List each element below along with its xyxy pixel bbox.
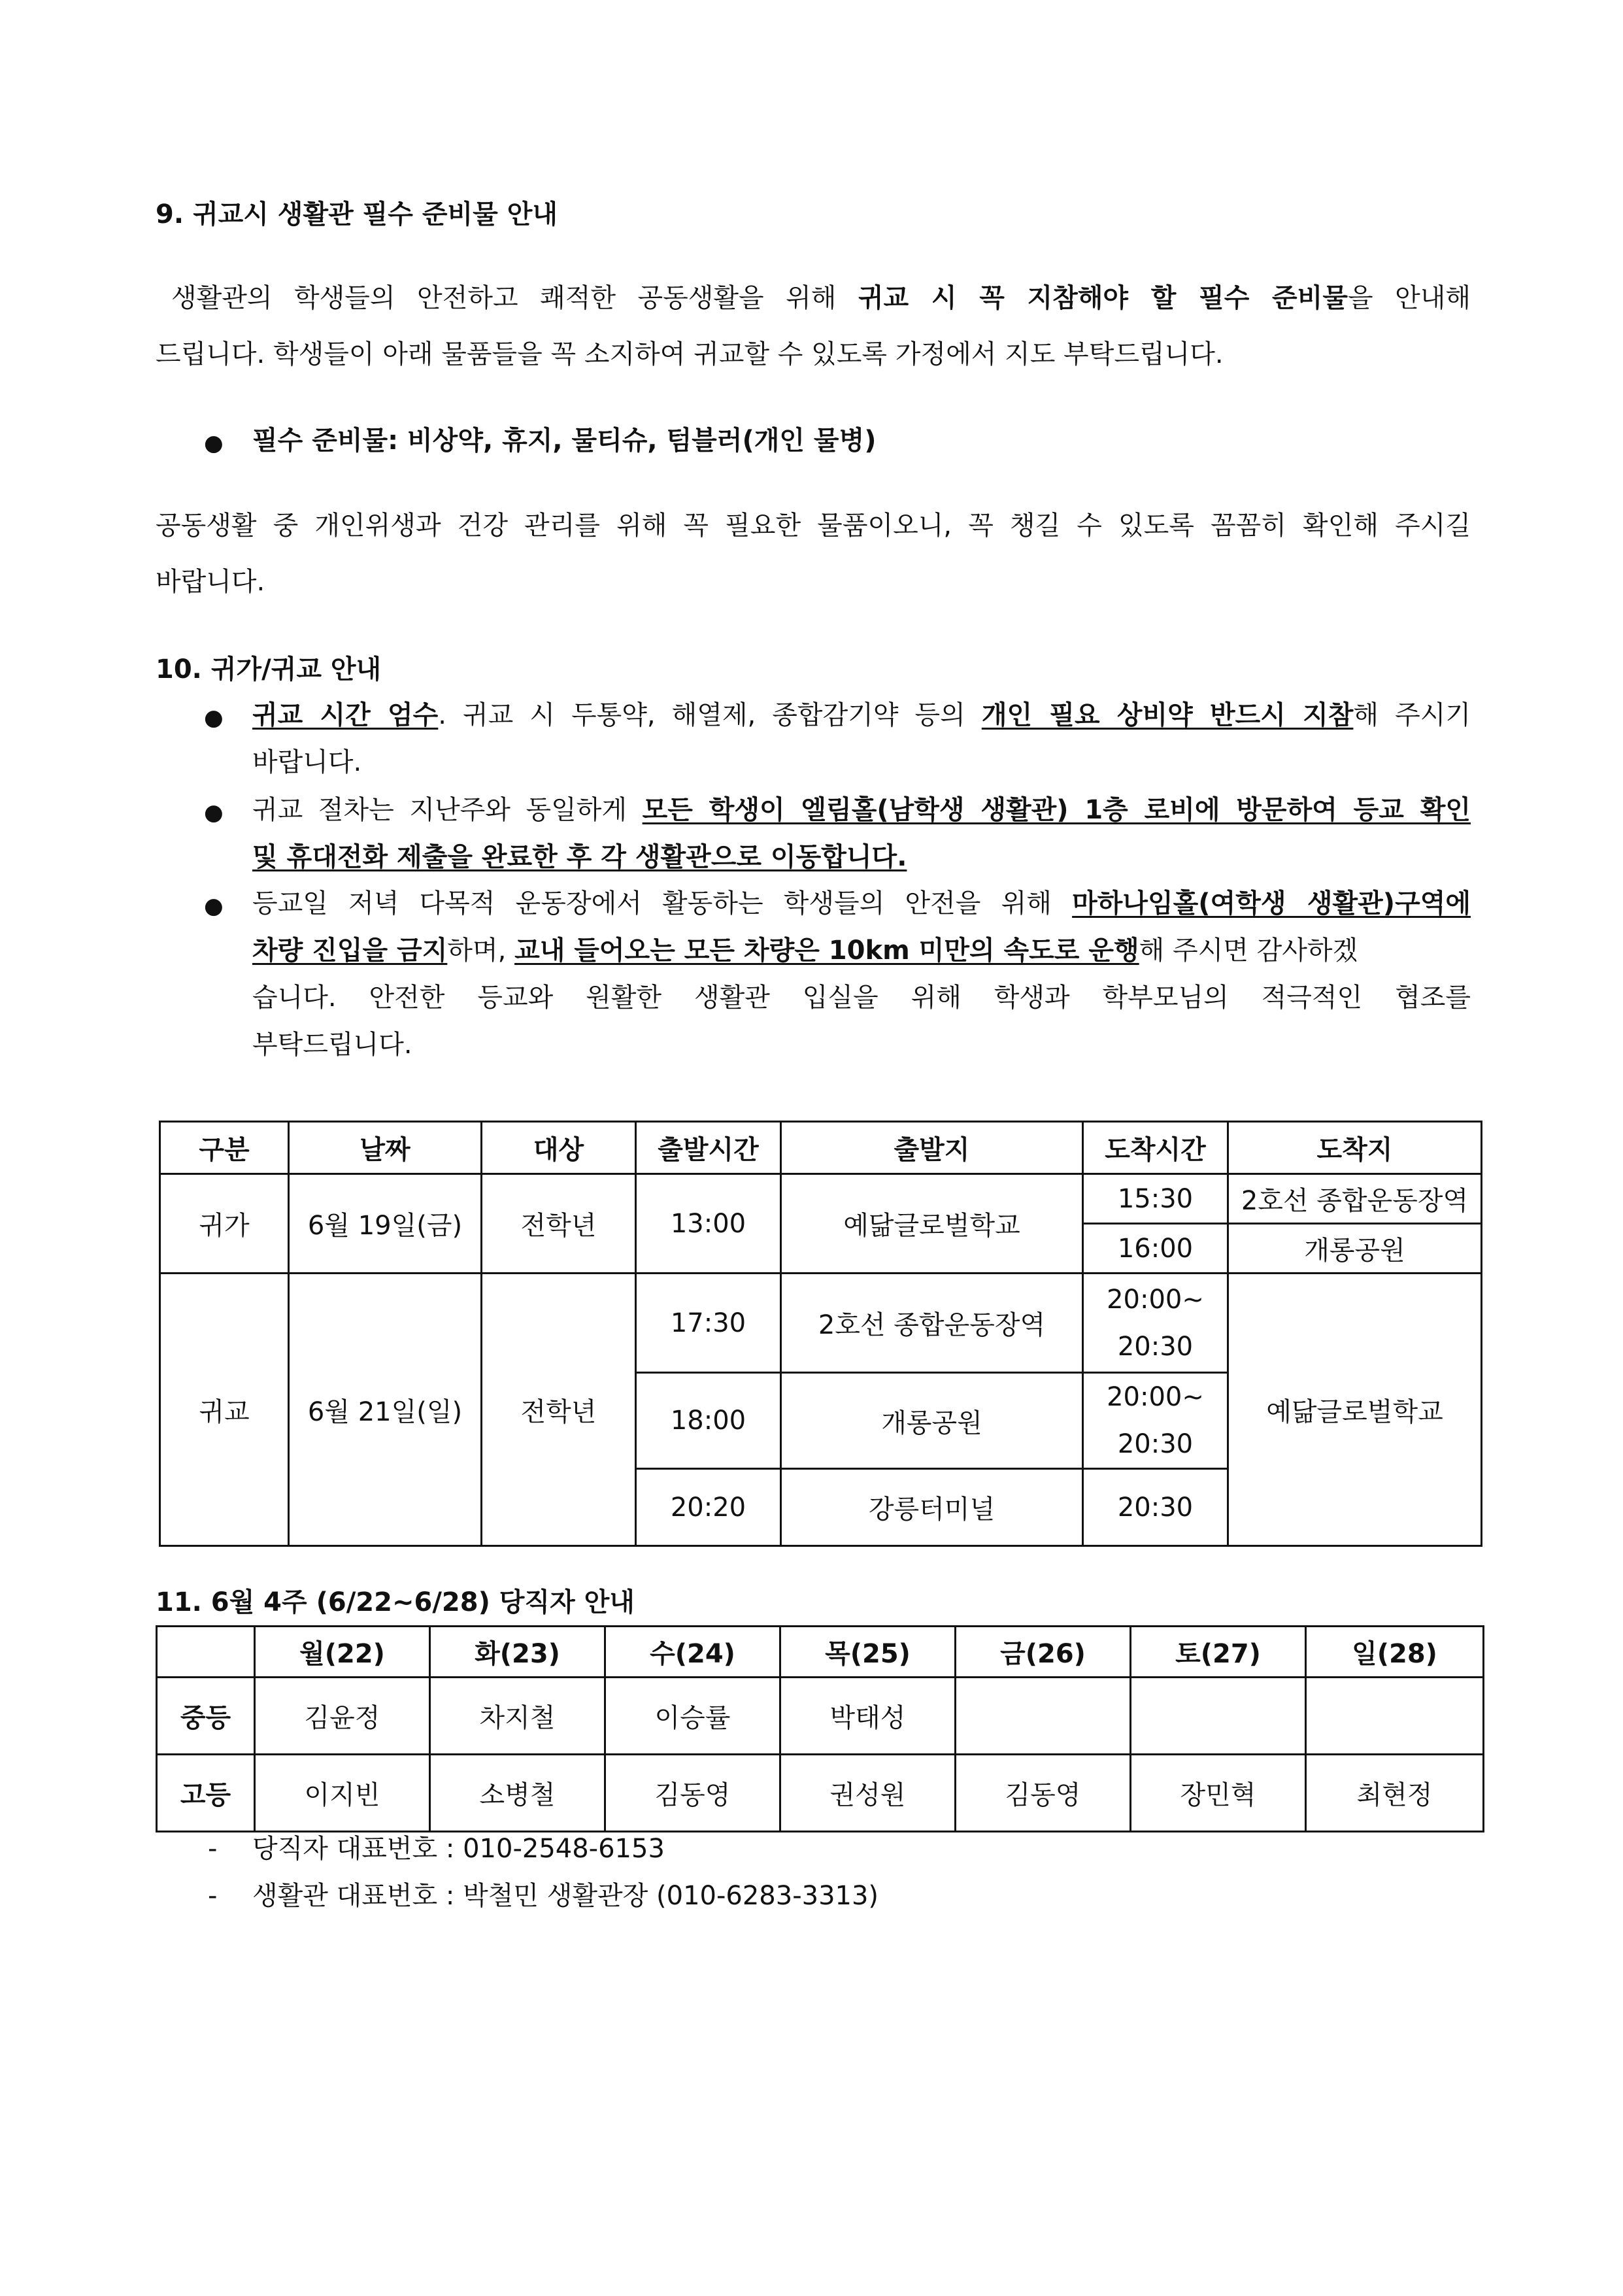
- bold-underlined-text: 개인 필요 상비약 반드시 지참: [981, 700, 1354, 730]
- bullet-3-line-1: [252, 886, 1471, 920]
- section-9-paragraph-2-line-1: 공동생활 중 개인위생과 건강 관리를 위해 꼭 필요한 물품이오니, 꼭 챙길 수 있도록 꼼꼼히 확인해 주시길: [156, 511, 1471, 541]
- day-header-cell: 수(24): [605, 1627, 780, 1678]
- arrive-time-line: 20:30: [1117, 1429, 1194, 1459]
- date-cell: 6월 19일(금): [289, 1174, 482, 1274]
- name-cell: 소병철: [430, 1755, 605, 1832]
- table-row: [160, 1274, 1482, 1373]
- bullet-icon: ●: [204, 800, 224, 826]
- header-cell: 대상: [482, 1122, 636, 1174]
- depart-place-cell: 2호선 종합운동장역: [781, 1274, 1083, 1373]
- bold-underlined-text: 교내 들어오는 모든 차량은 10km 미만의 속도로 운행: [514, 936, 1139, 966]
- depart-time-cell: 17:30: [636, 1274, 781, 1373]
- dash-marker: -: [208, 1881, 218, 1911]
- section-9-title: 9. 귀교시 생활관 필수 준비물 안내: [156, 199, 558, 229]
- header-cell: 도착시간: [1083, 1122, 1228, 1174]
- depart-time-cell: 20:20: [636, 1469, 781, 1546]
- name-cell: 최현정: [1306, 1755, 1484, 1832]
- name-cell: 차지철: [430, 1678, 605, 1755]
- date-cell: 6월 21일(일): [289, 1274, 482, 1546]
- para-text: 을 안내해: [1347, 283, 1471, 313]
- name-cell: 김동영: [605, 1755, 780, 1832]
- para-text: 생활관의 학생들의 안전하고 쾌적한 공동생활을 위해: [171, 283, 858, 313]
- required-items-bullet: 필수 준비물: 비상약, 휴지, 물티슈, 텀블러(개인 물병): [252, 426, 877, 456]
- bold-underlined-text: 귀교 시간 엄수: [252, 700, 439, 730]
- depart-place-cell: 예닮글로벌학교: [781, 1174, 1083, 1274]
- name-cell: [956, 1678, 1131, 1755]
- arrive-place-cell: 2호선 종합운동장역: [1228, 1174, 1482, 1224]
- arrive-time-line: 20:30: [1117, 1331, 1194, 1362]
- bullet-2-line-2: [252, 840, 1471, 874]
- bullet-icon: ●: [204, 430, 224, 456]
- name-cell: 이승률: [605, 1678, 780, 1755]
- type-cell: 귀가: [160, 1174, 289, 1274]
- name-cell: 권성원: [780, 1755, 956, 1832]
- depart-time-cell: 18:00: [636, 1373, 781, 1469]
- depart-time-cell: 13:00: [636, 1174, 781, 1274]
- table-header-row: [157, 1627, 1484, 1678]
- text: 등교일 저녁 다목적 운동장에서 활동하는 학생들의 안전을 위해: [252, 888, 1073, 919]
- arrive-place-cell: 개롱공원: [1228, 1224, 1482, 1274]
- arrive-time-line: 20:00~: [1107, 1284, 1204, 1315]
- bullet-icon: ●: [204, 705, 224, 731]
- arrive-time-cell: 15:30: [1083, 1174, 1228, 1224]
- depart-place-cell: 강릉터미널: [781, 1469, 1083, 1546]
- name-cell: 박태성: [780, 1678, 956, 1755]
- duty-roster-table: [156, 1625, 1484, 1832]
- row-label-cell: 고등: [157, 1755, 255, 1832]
- para-bold-text: 귀교 시 꼭 지참해야 할 필수 준비물: [858, 283, 1348, 313]
- arrive-time-cell: [1083, 1274, 1228, 1373]
- bullet-1-line-1: [252, 698, 1471, 732]
- header-cell: 날짜: [289, 1122, 482, 1174]
- day-header-cell: 금(26): [956, 1627, 1131, 1678]
- corner-cell: [157, 1627, 255, 1678]
- arrive-time-cell: [1083, 1373, 1228, 1469]
- bullet-1-line-2: 바랍니다.: [252, 747, 362, 777]
- depart-place-cell: 개롱공원: [781, 1373, 1083, 1469]
- arrive-time-cell: 20:30: [1083, 1469, 1228, 1546]
- row-label-cell: 중등: [157, 1678, 255, 1755]
- bullet-3-line-4: 부탁드립니다.: [252, 1030, 412, 1060]
- section-11-title: 11. 6월 4주 (6/22~6/28) 당직자 안내: [156, 1587, 635, 1617]
- header-cell: 출발시간: [636, 1122, 781, 1174]
- table-row: [160, 1174, 1482, 1224]
- duty-phone-note: 당직자 대표번호 : 010-2548-6153: [252, 1834, 665, 1864]
- bold-underlined-text: 및 휴대전화 제출을 완료한 후 각 생활관으로 이동합니다.: [252, 842, 907, 872]
- day-header-cell: 월(22): [255, 1627, 430, 1678]
- arrive-place-cell: 예닮글로벌학교: [1228, 1274, 1482, 1546]
- section-10-title: 10. 귀가/귀교 안내: [156, 654, 382, 684]
- name-cell: 김윤정: [255, 1678, 430, 1755]
- arrive-time-line: 20:00~: [1107, 1382, 1204, 1412]
- target-cell: 전학년: [482, 1174, 636, 1274]
- header-cell: 구분: [160, 1122, 289, 1174]
- bullet-3-line-2: [252, 934, 1471, 968]
- text: 귀교 절차는 지난주와 동일하게: [252, 795, 643, 825]
- arrive-time-cell: 16:00: [1083, 1224, 1228, 1274]
- day-header-cell: 목(25): [780, 1627, 956, 1678]
- bullet-2-line-1: [252, 793, 1471, 827]
- table-header-row: [160, 1122, 1482, 1174]
- text: 하며,: [447, 936, 515, 966]
- travel-schedule-table: [159, 1121, 1482, 1547]
- table-row: [157, 1678, 1484, 1755]
- text: 해 주시기: [1353, 700, 1471, 730]
- table-row: [157, 1755, 1484, 1832]
- section-9-paragraph-line-1: [156, 281, 1471, 315]
- bullet-icon: ●: [204, 893, 224, 919]
- dash-marker: -: [208, 1834, 218, 1864]
- name-cell: 장민혁: [1131, 1755, 1306, 1832]
- name-cell: [1131, 1678, 1306, 1755]
- section-9-paragraph-2-line-2: 바랍니다.: [156, 567, 265, 597]
- bold-underlined-text: 마하나임홀(여학생 생활관)구역에: [1072, 888, 1471, 919]
- name-cell: [1306, 1678, 1484, 1755]
- bold-underlined-text: 모든 학생이 엘림홀(남학생 생활관) 1층 로비에 방문하여 등교 확인: [642, 795, 1471, 825]
- target-cell: 전학년: [482, 1274, 636, 1546]
- bullet-3-line-3: 습니다. 안전한 등교와 원활한 생활관 입실을 위해 학생과 학부모님의 적극적인 협조를: [252, 983, 1471, 1013]
- day-header-cell: 토(27): [1131, 1627, 1306, 1678]
- text: . 귀교 시 두통약, 해열제, 종합감기약 등의: [438, 700, 982, 730]
- text: 해 주시면 감사하겠: [1139, 936, 1358, 966]
- header-cell: 출발지: [781, 1122, 1083, 1174]
- bold-underlined-text: 차량 진입을 금지: [252, 936, 448, 966]
- type-cell: 귀교: [160, 1274, 289, 1546]
- name-cell: 이지빈: [255, 1755, 430, 1832]
- header-cell: 도착지: [1228, 1122, 1482, 1174]
- name-cell: 김동영: [956, 1755, 1131, 1832]
- section-9-paragraph-line-2: 드립니다. 학생들이 아래 물품들을 꼭 소지하여 귀교할 수 있도록 가정에서 지도 부탁드립니다.: [156, 339, 1224, 369]
- day-header-cell: 일(28): [1306, 1627, 1484, 1678]
- day-header-cell: 화(23): [430, 1627, 605, 1678]
- dorm-phone-note: 생활관 대표번호 : 박철민 생활관장 (010-6283-3313): [252, 1881, 879, 1911]
